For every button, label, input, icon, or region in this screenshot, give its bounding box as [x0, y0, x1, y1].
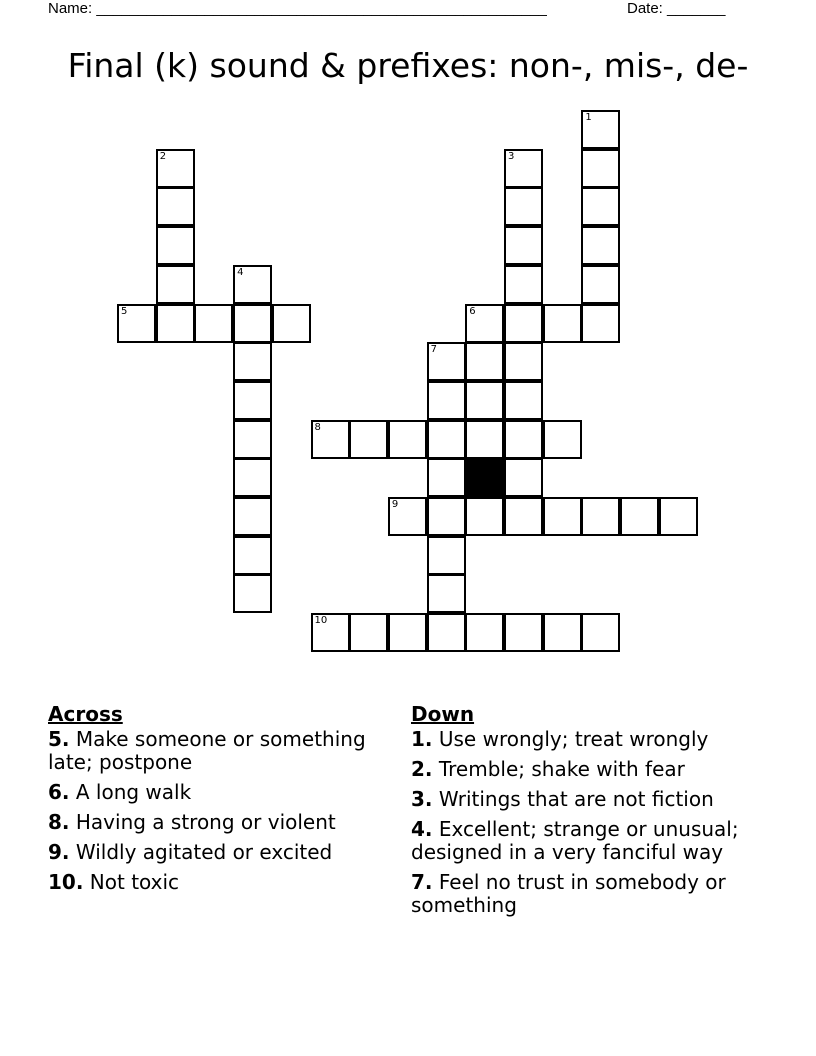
crossword-cell[interactable] — [543, 304, 582, 343]
crossword-cell[interactable] — [388, 497, 427, 536]
crossword-cell[interactable] — [581, 187, 620, 226]
crossword-cell[interactable] — [504, 458, 543, 497]
cell-number: 1 — [585, 112, 592, 123]
crossword-cell[interactable] — [465, 497, 504, 536]
cell-number: 3 — [508, 150, 515, 162]
crossword-cell[interactable] — [581, 226, 620, 265]
name-line: Name: ______________________________________________________ — [48, 0, 547, 17]
cell-number: 2 — [159, 150, 167, 162]
clue-across-5: 5. Make someone or something late; postpone — [48, 727, 366, 774]
crossword-cell[interactable] — [388, 420, 427, 459]
crossword-cell[interactable] — [543, 497, 582, 536]
crossword-cell[interactable] — [427, 613, 466, 652]
crossword-cell[interactable] — [427, 574, 466, 613]
crossword-cell[interactable] — [581, 149, 620, 188]
crossword-cell[interactable] — [233, 497, 272, 536]
crossword-cell[interactable] — [233, 342, 272, 381]
crossword-cell[interactable] — [233, 536, 272, 575]
crossword-cell[interactable] — [465, 381, 504, 420]
crossword-cell[interactable] — [156, 149, 195, 188]
down-heading: Down — [411, 702, 475, 726]
crossword-cell[interactable] — [581, 304, 620, 343]
cell-number: 4 — [237, 266, 244, 278]
cell-number: 6 — [469, 305, 476, 317]
clue-down-1: 1. Use wrongly; treat wrongly — [411, 727, 709, 751]
crossword-cell[interactable] — [233, 381, 272, 420]
crossword-cell[interactable] — [311, 420, 350, 459]
crossword-cell[interactable] — [504, 265, 543, 304]
crossword-cell[interactable] — [194, 304, 233, 343]
crossword-cell[interactable] — [504, 381, 543, 420]
crossword-cell[interactable] — [349, 613, 388, 652]
crossword-cell[interactable] — [504, 613, 543, 652]
crossword-cell[interactable] — [465, 613, 504, 652]
cell-number: 5 — [121, 305, 128, 317]
clue-across-10: 10. Not toxic — [48, 870, 180, 894]
crossword-cell[interactable] — [581, 613, 620, 652]
crossword-cell[interactable] — [311, 613, 350, 652]
crossword-cell[interactable] — [543, 613, 582, 652]
crossword-cell[interactable] — [543, 420, 582, 459]
clue-down-7: 7. Feel no trust in somebody or something — [411, 870, 726, 917]
crossword-cell[interactable] — [272, 304, 311, 343]
crossword-cell[interactable] — [581, 110, 620, 149]
down-clues — [411, 703, 756, 924]
crossword-cell[interactable] — [504, 187, 543, 226]
crossword-cell[interactable] — [349, 420, 388, 459]
crossword-cell[interactable] — [504, 149, 543, 188]
crossword-cell[interactable] — [427, 420, 466, 459]
crossword-cell[interactable] — [233, 574, 272, 613]
clue-down-4: 4. Excellent; strange or unusual; designed in a very fanciful way — [411, 817, 739, 864]
cell-number: 9 — [391, 499, 399, 510]
crossword-cell[interactable] — [581, 265, 620, 304]
cell-number: 7 — [430, 344, 437, 356]
crossword-cell[interactable] — [427, 381, 466, 420]
crossword-cell[interactable] — [581, 497, 620, 536]
across-clues — [48, 703, 393, 901]
crossword-cell[interactable] — [156, 265, 195, 304]
crossword-cell[interactable] — [427, 536, 466, 575]
crossword-cell[interactable] — [465, 304, 504, 343]
crossword-cell[interactable] — [117, 304, 156, 343]
crossword-cell[interactable] — [233, 265, 272, 304]
crossword-cell[interactable] — [504, 497, 543, 536]
crossword-cell[interactable] — [156, 187, 195, 226]
page-title: Final (k) sound & prefixes: non-, mis-, de- — [67, 46, 749, 85]
crossword-cell[interactable] — [427, 342, 466, 381]
cell-number: 10 — [314, 615, 328, 627]
crossword-cell[interactable] — [427, 458, 466, 497]
crossword-cell[interactable] — [465, 420, 504, 459]
crossword-cell[interactable] — [233, 304, 272, 343]
clue-across-9: 9. Wildly agitated or excited — [48, 840, 333, 864]
crossword-cell[interactable] — [504, 420, 543, 459]
crossword-cell[interactable] — [504, 342, 543, 381]
crossword-cell[interactable] — [156, 226, 195, 265]
crossword-cell[interactable] — [156, 304, 195, 343]
black-cell — [465, 458, 504, 497]
crossword-cell[interactable] — [659, 497, 698, 536]
cell-number: 8 — [314, 421, 321, 433]
across-heading: Across — [48, 702, 123, 726]
crossword-cell[interactable] — [427, 497, 466, 536]
clue-across-8: 8. Having a strong or violent — [48, 810, 336, 834]
clue-across-6: 6. A long walk — [48, 780, 192, 804]
crossword-cell[interactable] — [465, 342, 504, 381]
crossword-cell[interactable] — [504, 226, 543, 265]
crossword-cell[interactable] — [504, 304, 543, 343]
clue-down-2: 2. Tremble; shake with fear — [411, 757, 685, 781]
clue-down-3: 3. Writings that are not fiction — [411, 787, 714, 811]
date-line: Date: _______ — [627, 0, 726, 17]
crossword-cell[interactable] — [233, 420, 272, 459]
crossword-cell[interactable] — [233, 458, 272, 497]
crossword-cell[interactable] — [388, 613, 427, 652]
crossword-cell[interactable] — [620, 497, 659, 536]
